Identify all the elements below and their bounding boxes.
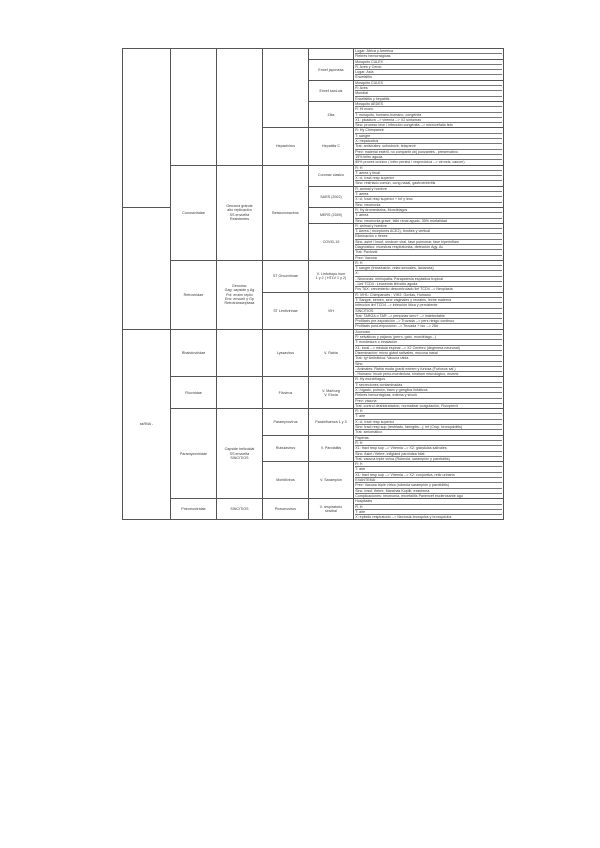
species-hep-c: Hepatitis C [309,128,354,165]
detail-line: X1: local --> médula espinal --> X2 Cerebro (degenera neuronal) [355,345,502,350]
detail-line: R: Hy murciélagos [355,377,386,382]
detail-line: R: H [355,409,363,414]
detail-mers [354,207,504,223]
detail-line: Lugar: Asia [355,69,502,74]
genus-cell-flavi [263,49,309,128]
detail-line: Encefalitis [355,74,502,79]
detail-line: R: H [355,462,363,467]
detail-line: T: mordedura o inhalación [355,339,502,344]
detail-line: T: aire [355,509,502,514]
detail-sars [354,186,504,207]
detail-line: Fiebres hemorrágicas, edema y shock [355,392,502,397]
detail-hep-c [354,128,504,165]
detail-dengue [354,49,504,60]
detail-line: T: aerea [355,212,502,217]
detail-line: EXANTEMA [355,477,502,482]
detail-vih [354,292,504,329]
detail-line: Trat: vacuna triple vírica (Rubeola, sarampión y parotiditis) [355,456,502,461]
detail-line: T: Sangre, semen, secr vaginales y rectales, leche materna [355,297,502,302]
detail-line: T: aire [355,466,502,471]
detail-line: T: aerea [355,191,502,196]
species-enc-sanluis: Encef sanLuis [309,80,354,101]
species-parotiditis: V. Parotiditis [309,435,354,461]
species-parainfluenza: Parainfluenza 1 y 3 [309,409,354,435]
detail-line: X: cl, tract resp superior [355,419,502,424]
features-filoviridae [217,377,263,409]
detail-line: Sinc: resfriado común, cong nasal, gastroenteritis [355,180,502,185]
detail-line: Lugar: África y América [355,49,394,53]
detail-line: Hospitales [355,499,373,504]
detail-line: T: Aerea ( receptores ACE2), fómites y vertical [355,228,502,233]
species-rabia: V. Rabia [309,329,354,377]
detail-line: R: selváticos y pájaros (perro, gato, murciélago...) [355,334,502,339]
detail-line: SINCITIOS [355,308,502,313]
family-pneumoviridae: Pneumoviridae [171,499,217,520]
detail-line: R: Hy dromedarios, Murciélagos [355,207,408,212]
detail-line: Diseminación: micro glánd salivales, mucosa nasal [355,350,502,355]
detail-line: Sinc: Insuf, fiebre, Manchas Koplik, exantema [355,488,502,493]
detail-line: X: [355,270,502,275]
detail-line: Fiebres hemorrágicas [355,53,502,58]
detail-line: T: sangre (transfusión, relac sexuales, lactancia) [355,265,502,270]
family-rhabdoviridae: Rhabdoviridae [171,329,217,377]
detail-htlv [354,260,504,292]
detail-line: Mosquito CULEX [355,80,384,85]
detail-line: T: mosquito, humano-humano, congénita [355,112,502,117]
detail-line: T: secreciones contaminadas [355,382,502,387]
detail-line: R: Aves [355,85,502,90]
detail-line: R: H [355,165,363,170]
detail-line: Sinc: neumonia [355,202,502,207]
detail-line: 15% infec aguda [355,154,502,159]
virus-classification-table [122,48,504,520]
features-paramyxoviridae: Capside helicoidal SS envuelta SINCITIOS [217,409,263,499]
group-cell-top [123,49,171,208]
detail-enc-japonesa [354,59,504,80]
detail-line: Sinc: [355,361,502,366]
detail-line: R: H [355,260,363,265]
detail-line: X1: tract resp sup --> Viremia --> X2: conjuntiva, retic urinario [355,472,502,477]
detail-line: Prev: material estéril, no compartir obj punzantes , preservativo [355,149,502,154]
detail-line: X1: tract resp sup --> Viremia --> X2: glándulas salivales [355,445,502,450]
species-enc-japonesa: Encef japonesa [309,59,354,80]
detail-line: Diagnóstico: muestras respiratorias, detección Agy, Ac [355,244,502,249]
detail-line: Sinc: proceso leve / infección congénita --> microcefalia feto [355,122,502,127]
features-cell-flavi [217,49,263,166]
genus-lentivirinae: ST Lentivirinae [263,292,309,329]
species-marburg-ebola: V. Marburg V. Ebola [309,377,354,409]
genus-oncovirinae: ST Oncovirinae [263,260,309,292]
species-cell-dengue [309,49,354,60]
detail-line: T: aerea y fecal [355,170,502,175]
detail-line: R: VIH1: Chimpancés ; VIH2: Gorilas, Humano [355,292,431,297]
detail-line: Trat: control deshidratación, normalizar coagulación, Fisioprevir [355,403,502,408]
detail-line: Zoonosis [355,329,370,334]
detail-line: Fcs TAX: crecimiento descontrolado linf TCD4 --> Neoplasia [355,286,502,291]
features-pneumoviridae: SINCITIOS [217,499,263,520]
detail-line: Complicaciones: neumonía, encefalitis Panencef esclerosante agu [355,493,502,498]
genus-filovirus: Filovirus [263,377,309,409]
detail-line: Sinc: neumonia grave, fallo renal agudo, 30% mortalidad [355,218,502,223]
genus-morbilivirus: Morbilivirus [263,462,309,499]
family-coronaviridae: Coronaviridae [171,165,217,260]
detail-line: X: cl, tract resp superior + Inf y leuc [355,196,502,201]
detail-line: Sinc: Asint / fiebre, inflglánd parotídea bilat [355,451,502,456]
detail-rabia [354,329,504,377]
detail-line: Profilaxis post-exposición --> Truvada + iso --> 28d [355,323,502,328]
detail-line: Sinc: tract resp sup (resfriado, faringitis...); inf (Crup, bronquiolitis) [355,424,502,429]
detail-line: Mundial [355,90,502,95]
detail-line: Infección linf TCD4 --> infección lítica y persistente [355,302,502,307]
species-respiratorio-sincitial: V. respiratorio sincitial [309,499,354,520]
detail-respiratorio [354,499,504,520]
family-paramyxoviridae: Paramyxoviridae [171,409,217,499]
detail-line: R: H [355,504,502,509]
detail-line: Paperas [355,435,369,440]
detail-line: - Humano: incub perio-mordedura, síndrom neurológico, muerte [355,371,502,376]
detail-line: Trat: Ig+Antirábica: Vacuna rábia [355,355,502,360]
detail-line: Trat: sintomático [355,429,502,434]
features-retroviridae: Genoma: Gag: capside y Ag Pol: enzim replic Env: envuelt y Gp Retrotranscriptasa [217,260,263,329]
detail-line: T: sangre [355,133,502,138]
detail-line: Prev: vacuna [355,398,502,403]
genus-lyssavirus: Lyssavirus [263,329,309,377]
detail-line: X1: picadura --> viremia --> X2 síntomas [355,117,502,122]
detail-line: Prev: Vacuna [355,255,502,260]
detail-parainfluenza [354,409,504,435]
genus-rubulavirus: Rubulavirus [263,435,309,461]
detail-line: Trat: Paxlovid [355,249,502,254]
detail-parotiditis [354,435,504,461]
genus-paramyxovirus: Paramyxovirus [263,409,309,435]
detail-line: Trat: antivirales: sofosbuvir, telaprevir [355,143,502,148]
detail-line: X: hepatocitos [355,138,502,143]
species-vih: VIH [309,292,354,329]
species-covid: COVID-19 [309,223,354,260]
detail-line: R: animal y hombre [355,186,387,191]
genus-betacoronavirus: Betacoronavirus [263,165,309,260]
family-filoviridae: Filoviridae [171,377,217,409]
group-ssrna-neg: ssRNA - [123,329,171,520]
genus-pneumovirus: Pneumovirus [263,499,309,520]
species-sarampion: V. Sarampión [309,462,354,499]
detail-line: Profilaxis pre-exposición --> Truvada --> pers riesgo continuo [355,318,502,323]
detail-line: T: aire [355,413,502,418]
detail-line: Prev: Vacuna triple vírica (rubeola sarampión y parotiditis) [355,482,502,487]
detail-line: X: cl, tract resp superior [355,175,502,180]
species-htlv: V. Linfotropo hum 1 y 2 ( HTLV 1 y 2) [309,260,354,292]
detail-line: X: hígado, pulmón, bazo y ganglios linfáticos [355,387,502,392]
genus-hepacivirus: Hepacivirus [263,128,309,165]
features-rhabdoviridae [217,329,263,377]
detail-zika [354,101,504,127]
detail-line: - Neuronas: mielopatia: Paraparesia espástica tropical [355,276,502,281]
detail-covid [354,223,504,260]
detail-line: R: Hi mono [355,106,502,111]
detail-line: R: H [355,440,502,445]
detail-line: - Animales: Rabia muda (parál extrem y furiosa (Furiosos sal.) [355,366,502,371]
detail-line: 85% proces crónico ( infec persist / respcrónica --> cirrosis, cancer) [355,159,502,164]
detail-line: X: epitelio respiratorio --> Necrosis bronquios y bronquiolos [355,514,502,519]
detail-sarampion [354,462,504,499]
detail-line: Eliminación x heces [355,233,502,238]
detail-line: - Linf TCD4 : Leucemia linfocito aguda [355,281,502,286]
detail-line: Encefalitis y hepatitis [355,96,502,101]
species-sars: SARS (2002) [309,186,354,207]
detail-line: Mosquito AEDES [355,101,384,106]
features-coronaviridae: Genoma grande alto replicación SS envuelta Resistentes [217,165,263,260]
detail-line: R: animal y hombre [355,223,387,228]
family-retroviridae: Retroviridae [171,260,217,329]
detail-line: Sinc: asint / Insuf, síndrom viral, fase pulmonar, fase hiperinflam [355,239,502,244]
family-cell-flavi [171,49,217,166]
species-mers: MERS (2009) [309,207,354,223]
detail-line: Trat: TARGA o TAR --> personas sero+ --> indetectable [355,313,502,318]
detail-marburg [354,377,504,409]
species-zika: Zika [309,101,354,127]
detail-line: R: Aves y Cerdo [355,64,502,69]
detail-corona-clasico [354,165,504,186]
detail-line: Mosquito CULEX [355,59,384,64]
detail-enc-sanluis [354,80,504,101]
group-cell-mid [123,207,171,329]
species-corona-clasico: Coronav clasico [309,165,354,186]
detail-line: R: Hy Chimpancé [355,128,384,133]
